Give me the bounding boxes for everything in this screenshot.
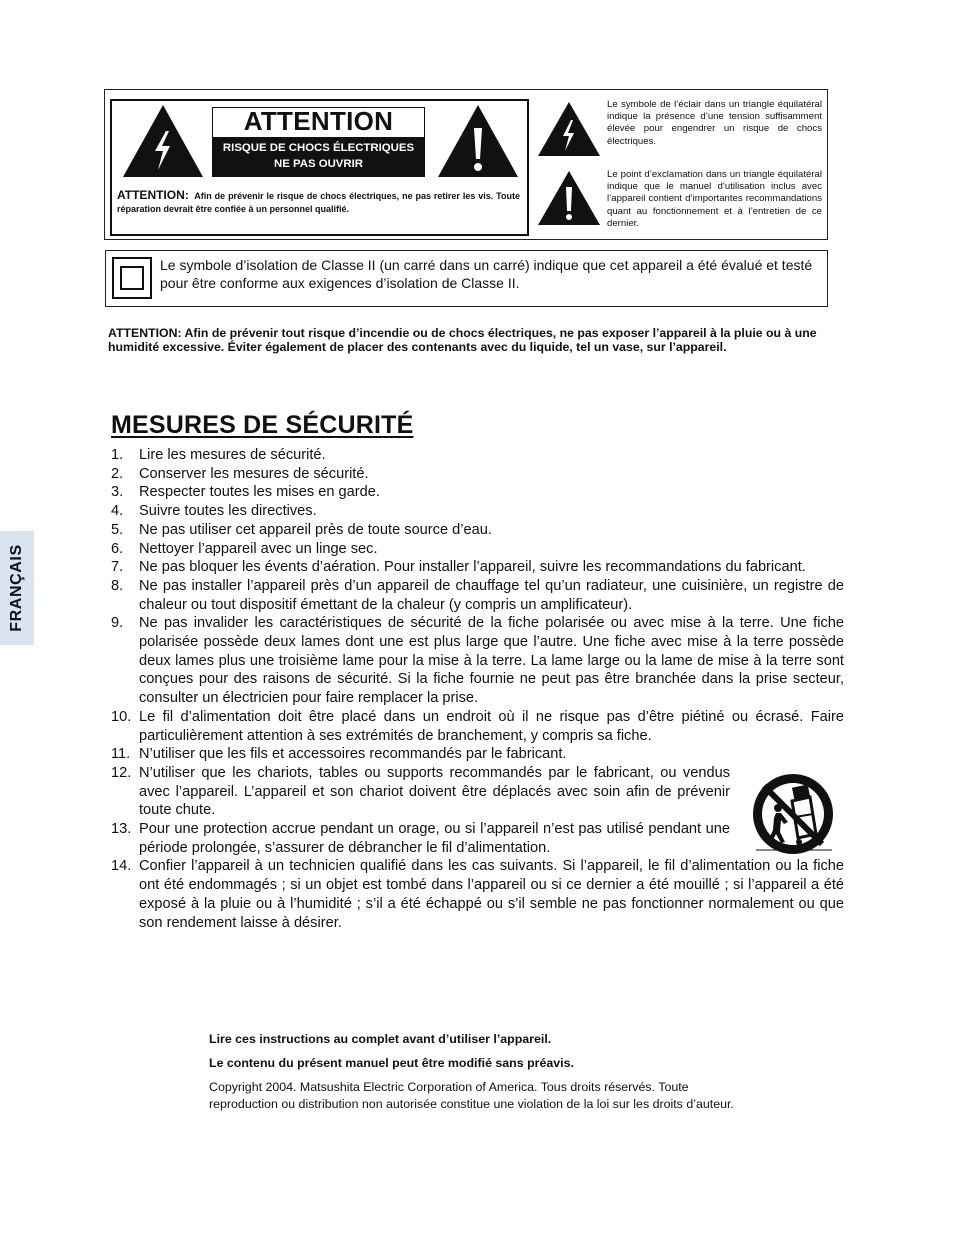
item-text: Suivre toutes les directives. — [139, 503, 317, 520]
item-number: 4. — [111, 503, 124, 520]
list-item — [111, 614, 844, 708]
list-item — [111, 558, 844, 577]
item-text: Lire les mesures de sécurité. — [139, 447, 326, 463]
item-text: Ne pas utiliser cet appareil près de toute source d’eau. — [139, 521, 492, 538]
electric-shock-warning-icon — [122, 104, 204, 178]
item-number: 5. — [111, 521, 124, 538]
list-item — [111, 502, 844, 521]
list-item — [111, 745, 844, 764]
item-text: Le fil d’alimentation doit être placé dans un endroit où il ne risque pas d’être piétiné ou écrasé. Faire particulièrement attention à ses extrémités de branchement, y compris sa fiche. — [139, 708, 844, 744]
item-text: Ne pas bloquer les évents d’aération. Pour installer l’appareil, suivre les recommandations du fabricant. — [139, 559, 806, 576]
item-text: N’utiliser que les fils et accessoires recommandés par le fabricant. — [139, 746, 567, 763]
fire-warning: ATTENTION: Afin de prévenir tout risque d’incendie ou de chocs électriques, ne pas exposer l’appareil à la pluie ou à une humidité excessive. Éviter également de placer des contenants avec du liquide, tel un vase, sur l’appareil. — [108, 326, 817, 355]
list-item — [111, 540, 844, 559]
exclamation-triangle-icon — [537, 170, 601, 226]
list-item — [111, 483, 844, 502]
item-number: 8. — [111, 577, 124, 594]
item-text: Conserver les mesures de sécurité. — [139, 465, 369, 482]
attention-note-text: Afin de prévenir le risque de chocs électriques, ne pas retirer les vis. Toute réparation devrait être confiée à un personnel qualifié. — [117, 191, 520, 214]
list-item — [111, 446, 844, 465]
item-text: N’utiliser que les chariots, tables ou supports recommandés par le fabricant, ou vendus avec l’appareil. L’appareil et son chariot doivent être déplacés avec soin afin de prévenir toute chute. — [139, 764, 730, 819]
item-number: 14. — [111, 858, 132, 875]
attention-title: ATTENTION — [243, 106, 394, 136]
shock-risk-band — [213, 137, 424, 176]
attention-note — [117, 189, 520, 216]
list-item — [111, 577, 844, 614]
item-text: Ne pas invalider les caractéristiques de sécurité de la fiche polarisée ou avec mise à la terre. Une fiche polarisée possède deux lames dont une est plus large que l’autre. Une fiche avec mise à la terre possède deux lames plus une troisième lame pour la mise à la terre. La lame large ou la lame de mise à la terre sont conçues pour des raisons de sécurité. Si la fiche fournie ne peut pas être branchée dans la prise secteur, consulter un électricien pour faire remplacer la prise. — [139, 615, 844, 707]
shock-risk-line: RISQUE DE CHOCS ÉLECTRIQUES — [222, 142, 415, 154]
list-item — [111, 465, 844, 484]
item-text: Respecter toutes les mises en garde. — [139, 484, 380, 501]
item-text: Nettoyer l’appareil avec un linge sec. — [139, 540, 378, 557]
item-number: 11. — [111, 746, 131, 763]
exclamation-symbol-explanation: Le point d’exclamation dans un triangle équilatéral indique que le manuel d’utilisation inclus avec l’appareil contient d’importantes recommandations quant au fonctionnement et à l’entretien de ce dernier. — [607, 169, 822, 229]
item-text: Confier l’appareil à un technicien qualifié dans les cas suivants. Si l’appareil, le fil d’alimentation ou la fiche ont été endommagés ; si un objet est tombé dans l’appareil ou si ce dernier a été mouillé ; si l’appareil a été exposé à la pluie ou à l’humidité ; s’il a été échappé ou s’il semble ne pas fonctionner normalement ou que son rendement laisse à désirer. — [139, 858, 844, 931]
lightning-triangle-icon — [537, 101, 601, 157]
subject-to-change-note: Le contenu du présent manuel peut être modifié sans préavis. — [209, 1056, 574, 1070]
copyright-notice: Copyright 2004. Matsushita Electric Corporation of America. Tous droits réservés. Toute reproduction ou distribution non autorisée constitue une violation de la loi sur les droits d’auteur. — [209, 1080, 734, 1111]
read-all-note: Lire ces instructions au complet avant d’utiliser l’appareil. — [209, 1032, 552, 1046]
item-number: 12. — [111, 764, 132, 781]
item-number: 9. — [111, 615, 124, 632]
cart-tip-over-warning-icon — [750, 772, 836, 858]
list-item — [111, 708, 844, 745]
item-number: 1. — [111, 447, 124, 463]
attention-note-lead: ATTENTION: — [117, 188, 189, 202]
item-number: 3. — [111, 484, 124, 501]
safety-list — [111, 446, 844, 932]
item-text: Ne pas installer l’appareil près d’un appareil de chauffage tel qu’un radiateur, une cuisinière, un registre de chaleur ou tout dispositif émettant de la chaleur (y compris un amplificateur). — [139, 577, 844, 613]
list-item — [111, 820, 844, 857]
item-number: 13. — [111, 821, 132, 838]
item-number: 7. — [111, 559, 124, 576]
exclamation-warning-icon — [437, 104, 519, 178]
item-number: 6. — [111, 540, 124, 557]
list-item — [111, 521, 844, 540]
lightning-symbol-explanation: Le symbole de l’éclair dans un triangle équilatéral indique la présence d’une tension suffisamment élevée pour engendrer un risque de chocs électriques. — [607, 99, 822, 147]
item-number: 2. — [111, 465, 124, 482]
footer-notes — [209, 1031, 739, 1113]
item-number: 10. — [111, 708, 132, 725]
item-text: Pour une protection accrue pendant un orage, ou si l’appareil n’est pas utilisé pendant une période prolongée, s’assurer de débrancher le fil d’alimentation. — [139, 821, 730, 856]
list-item — [111, 764, 844, 820]
section-title: MESURES DE SÉCURITÉ — [111, 411, 414, 439]
do-not-open-line: NE PAS OUVRIR — [273, 158, 364, 170]
class-ii-text: Le symbole d’isolation de Classe II (un carré dans un carré) indique que cet appareil a été évalué et testé pour être conforme aux exigences d’isolation de Classe II. — [160, 257, 813, 291]
language-tab-label: FRANÇAIS — [8, 544, 25, 632]
class-ii-inner-square-icon — [120, 266, 144, 290]
list-item — [111, 857, 844, 932]
